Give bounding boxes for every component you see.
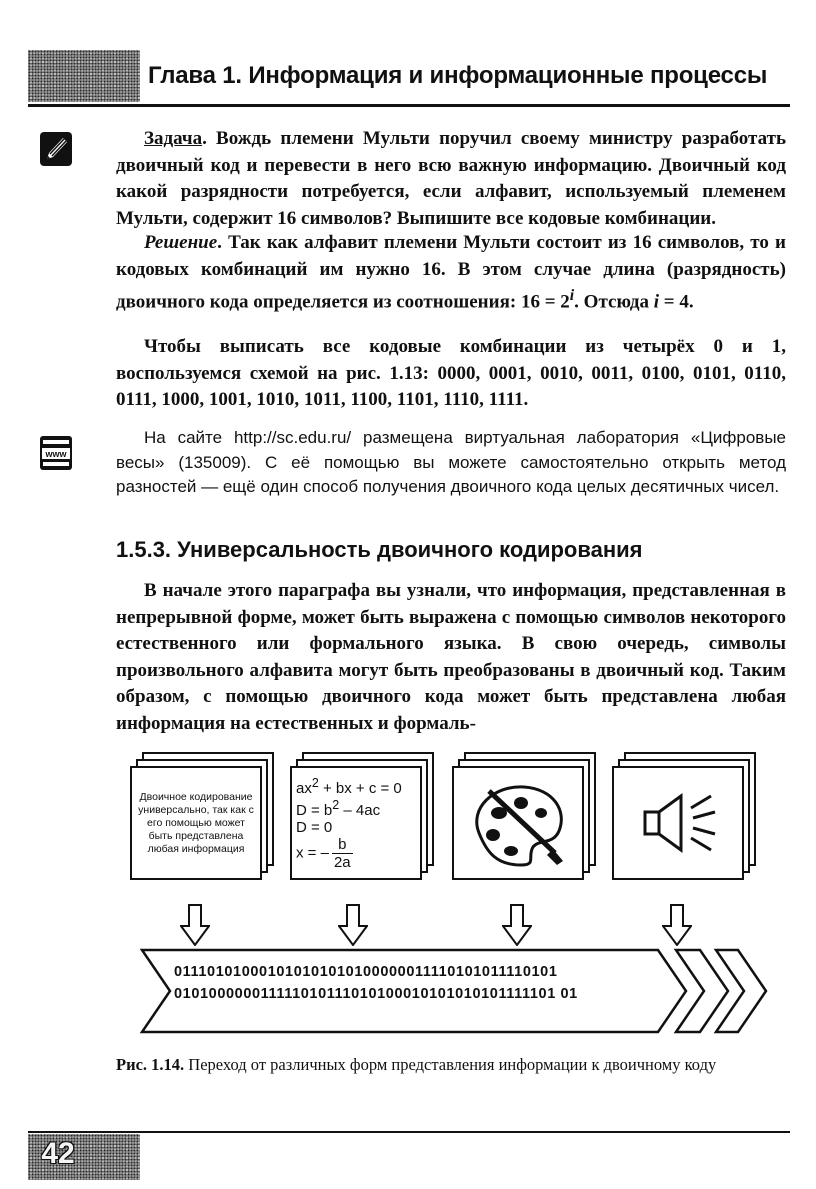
chapter-title: Глава 1. Информация и информационные процессы xyxy=(148,62,768,89)
binary-line-2: 010100000011111010111010100010101010101111101 01 xyxy=(174,986,578,1002)
formula-line-3: D = 0 xyxy=(296,819,333,836)
web-note: На сайте http://sc.edu.ru/ размещена виртуальная лаборатория «Цифровые весы» (135009). С её помощью вы можете самостоятельно открыть метод разностей — ещё один способ получения двоичного кода целых десятичных чисел. xyxy=(116,428,786,496)
caption-label: Рис. 1.14. xyxy=(116,1055,185,1074)
combinations-paragraph: Чтобы выписать все кодовые комбинации из четырёх 0 и 1, воспользуемся схемой на рис. 1.13: 0000, 0001, 0010, 0011, 0100, 0101, 0110, 0111, 1000, 1001, 1010, 1011, 1100, 1101, 1110, 1111. xyxy=(116,336,786,410)
sound-card xyxy=(612,766,744,880)
formula-exponent: i xyxy=(569,287,575,304)
formula-line-1: $ax^2$ + bx + c = 0 xyxy=(296,776,402,797)
footer-rule xyxy=(28,1131,790,1133)
result-variable: i xyxy=(653,291,660,313)
formula-block xyxy=(292,775,420,871)
result-value: = 4. xyxy=(659,291,694,313)
svg-text:www: www xyxy=(45,449,67,459)
card-stack-sound xyxy=(612,752,750,882)
formula-line-2: $D = b^2 - 4ac$ xyxy=(296,798,381,819)
caption-text: Переход от различных форм представления информации к двоичному коду xyxy=(184,1055,717,1074)
task-text: . Вождь племени Мульти поручил своему министру разработать двоичный код и перевести в него всю важную информацию. Двоичный код какой разрядности потребуется, если алфавит, используемый племенем Мульти, содержит 16 символов? Выпишите все кодовые комбинации. xyxy=(116,128,786,229)
down-arrow-icon xyxy=(180,904,210,946)
solution-text-after: . Отсюда xyxy=(574,291,654,313)
figure-caption xyxy=(116,1054,788,1076)
header-decoration xyxy=(28,50,140,102)
solution-label: Решение xyxy=(144,232,218,253)
pencil-icon xyxy=(38,130,74,168)
header-rule xyxy=(28,104,790,107)
binary-line-1: 011101010001010101010100000011110101011110101 xyxy=(174,964,558,980)
text-card xyxy=(130,766,262,880)
down-arrow-icon xyxy=(338,904,368,946)
speaker-icon xyxy=(623,778,733,868)
formula-base: 16 = 2 xyxy=(520,291,570,313)
formula-fraction: $\frac{b}{2a}$ xyxy=(333,836,351,871)
formula-line-4: x = – $\frac{b}{2a}$ xyxy=(296,836,351,871)
card-text: Двоичное кодирование универсально, так как с его помощью может быть представлена любая информация xyxy=(138,790,254,855)
palette-icon xyxy=(459,773,577,873)
card-stack-formula xyxy=(290,752,428,882)
section-paragraph: В начале этого параграфа вы узнали, что информация, представленная в непрерывной форме, может быть выражена с помощью символов некоторого естественного или формального языка. В свою очередь, символы произвольного алфавита могут быть преобразованы в двоичный код. Таким образом, с помощью двоичного кода может быть представлена любая информация на естественных и формаль- xyxy=(116,580,786,734)
solution-paragraph xyxy=(116,230,786,316)
palette-card xyxy=(452,766,584,880)
task-paragraph xyxy=(116,126,786,232)
task-label: Задача xyxy=(144,128,203,149)
formula-card xyxy=(290,766,422,880)
section-title: 1.5.3. Универсальность двоичного кодирования xyxy=(116,537,643,562)
www-icon xyxy=(38,434,74,472)
card-stack-palette xyxy=(452,752,590,882)
solution-text: . Так как алфавит племени Мульти состоит из 16 символов, то и кодовых комбинаций им нужно 16. В этом случае длина (разрядность) двоичного кода определяется из соотношения: xyxy=(116,232,786,313)
card-stack-text xyxy=(130,752,268,882)
down-arrow-icon xyxy=(662,904,692,946)
page-number: 42 xyxy=(41,1137,75,1170)
down-arrow-icon xyxy=(502,904,532,946)
